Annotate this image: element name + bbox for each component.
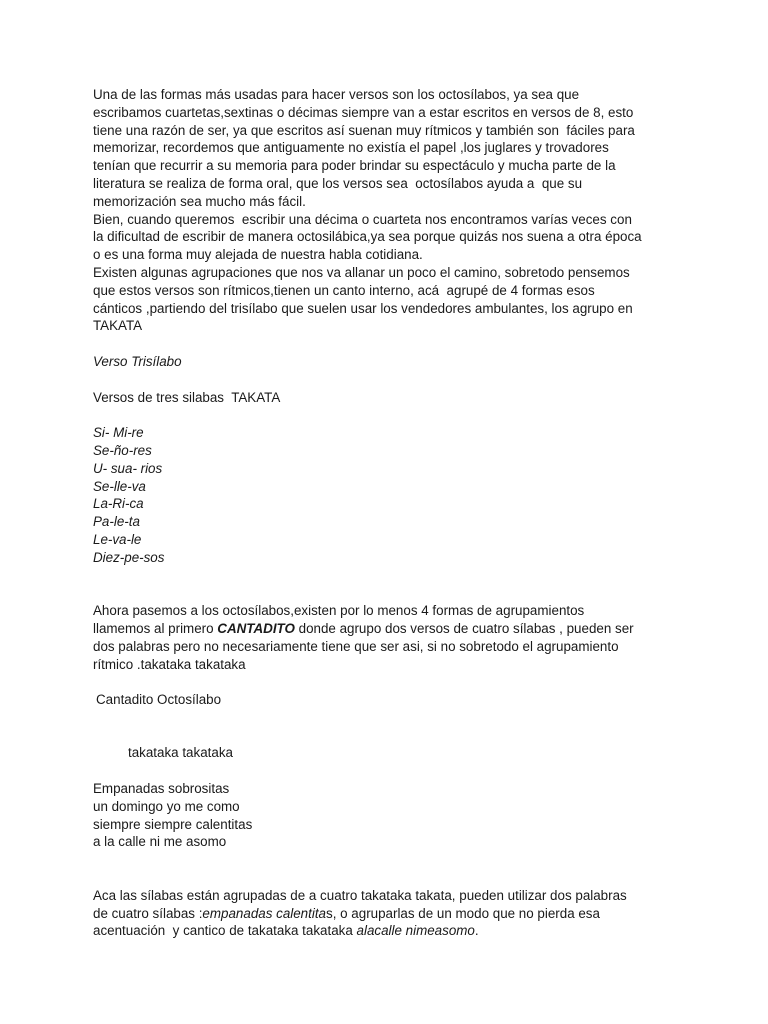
list-item: Pa-le-ta bbox=[93, 514, 140, 530]
text-line: Bien, cuando queremos escribir una décima o cuarteta nos encontramos varías veces con bbox=[93, 211, 632, 227]
list-item: Diez-pe-sos bbox=[93, 549, 165, 565]
text-line: Una de las formas más usadas para hacer versos son los octosílabos, ya sea que bbox=[93, 87, 580, 102]
poem bbox=[93, 780, 693, 851]
section-title-cantadito: Cantadito Octosílabo bbox=[96, 692, 222, 708]
emphasis-example: alacalle nimeasomo bbox=[356, 923, 475, 939]
poem-verse: a la calle ni me asomo bbox=[93, 834, 227, 850]
document-page bbox=[93, 86, 693, 940]
text-fragment: acentuación y cantico de takataka takataka bbox=[93, 923, 357, 939]
text-line: o es una forma muy alejada de nuestra habla cotidiana. bbox=[93, 247, 423, 263]
text-line: Aca las sílabas están agrupadas de a cuatro takataka takata, pueden utilizar dos palabras bbox=[93, 887, 627, 903]
text-line: TAKATA bbox=[93, 318, 143, 334]
text-line: memorizar, recordemos que antiguamente no existía el papel ,los juglares y trovadores bbox=[93, 140, 609, 156]
poem-verse: siempre siempre calentitas bbox=[93, 816, 253, 832]
text-fragment: llamemos al primero bbox=[93, 620, 218, 636]
list-item: La-Ri-ca bbox=[93, 496, 144, 512]
section-title-trisilabo: Verso Trisílabo bbox=[93, 353, 182, 369]
emphasis-cantadito: CANTADITO bbox=[217, 620, 295, 636]
text-fragment: . bbox=[474, 923, 479, 939]
text-line: memorización sea mucho más fácil. bbox=[93, 193, 306, 209]
text-line: literatura se realiza de forma oral, que los versos sea octosílabos ayuda a que su bbox=[93, 175, 583, 191]
list-item: U- sua- rios bbox=[93, 460, 163, 476]
intro-paragraph bbox=[93, 86, 693, 335]
text-line: que estos versos son rítmicos,tienen un canto interno, acá agrupé de 4 formas esos bbox=[93, 282, 595, 298]
text-line bbox=[93, 922, 693, 940]
text-line: tenían que recurrir a su memoria para poder brindar su espectáculo y mucha parte de la bbox=[93, 158, 616, 174]
text-line: tiene una razón de ser, ya que escritos así suenan muy rítmicos y también son fáciles para bbox=[93, 122, 635, 138]
poem-verse: Empanadas sobrositas bbox=[93, 781, 230, 797]
text-line: la dificultad de escribir de manera octosilábica,ya sea porque quizás nos suena a otra época bbox=[93, 229, 642, 245]
list-item: Si- Mi-re bbox=[93, 425, 144, 441]
rhythm-line: takataka takataka bbox=[128, 745, 233, 761]
text-fragment: de cuatro sílabas : bbox=[93, 905, 203, 921]
text-fragment: donde agrupo dos versos de cuatro sílabas , pueden ser bbox=[294, 620, 634, 636]
list-item: Se-ño-res bbox=[93, 442, 152, 458]
list-item: Se-lle-va bbox=[93, 478, 146, 494]
text-line: dos palabras pero no necesariamente tiene que ser asi, si no sobretodo el agrupamiento bbox=[93, 638, 619, 654]
list-item: Le-va-le bbox=[93, 531, 142, 547]
text-line: escribamos cuartetas,sextinas o décimas siempre van a estar escritos en versos de 8, esto bbox=[93, 104, 634, 120]
emphasis-example: empanadas calentita bbox=[202, 905, 326, 921]
text-line bbox=[93, 620, 693, 638]
text-line: rítmico .takataka takataka bbox=[93, 656, 246, 672]
trisilabo-list bbox=[93, 424, 693, 566]
text-fragment: s, o agruparlas de un modo que no pierda esa bbox=[326, 905, 600, 921]
closing-paragraph bbox=[93, 887, 693, 940]
section-subtitle-trisilabo: Versos de tres silabas TAKATA bbox=[93, 389, 281, 405]
text-line bbox=[93, 905, 693, 923]
octosilabos-paragraph bbox=[93, 602, 693, 673]
text-line: Existen algunas agrupaciones que nos va allanar un poco el camino, sobretodo pensemos bbox=[93, 264, 630, 280]
poem-verse: un domingo yo me como bbox=[93, 798, 240, 814]
text-line: Ahora pasemos a los octosílabos,existen por lo menos 4 formas de agrupamientos bbox=[93, 603, 585, 619]
text-line: cánticos ,partiendo del trisílabo que suelen usar los vendedores ambulantes, los agrupo en bbox=[93, 300, 633, 316]
